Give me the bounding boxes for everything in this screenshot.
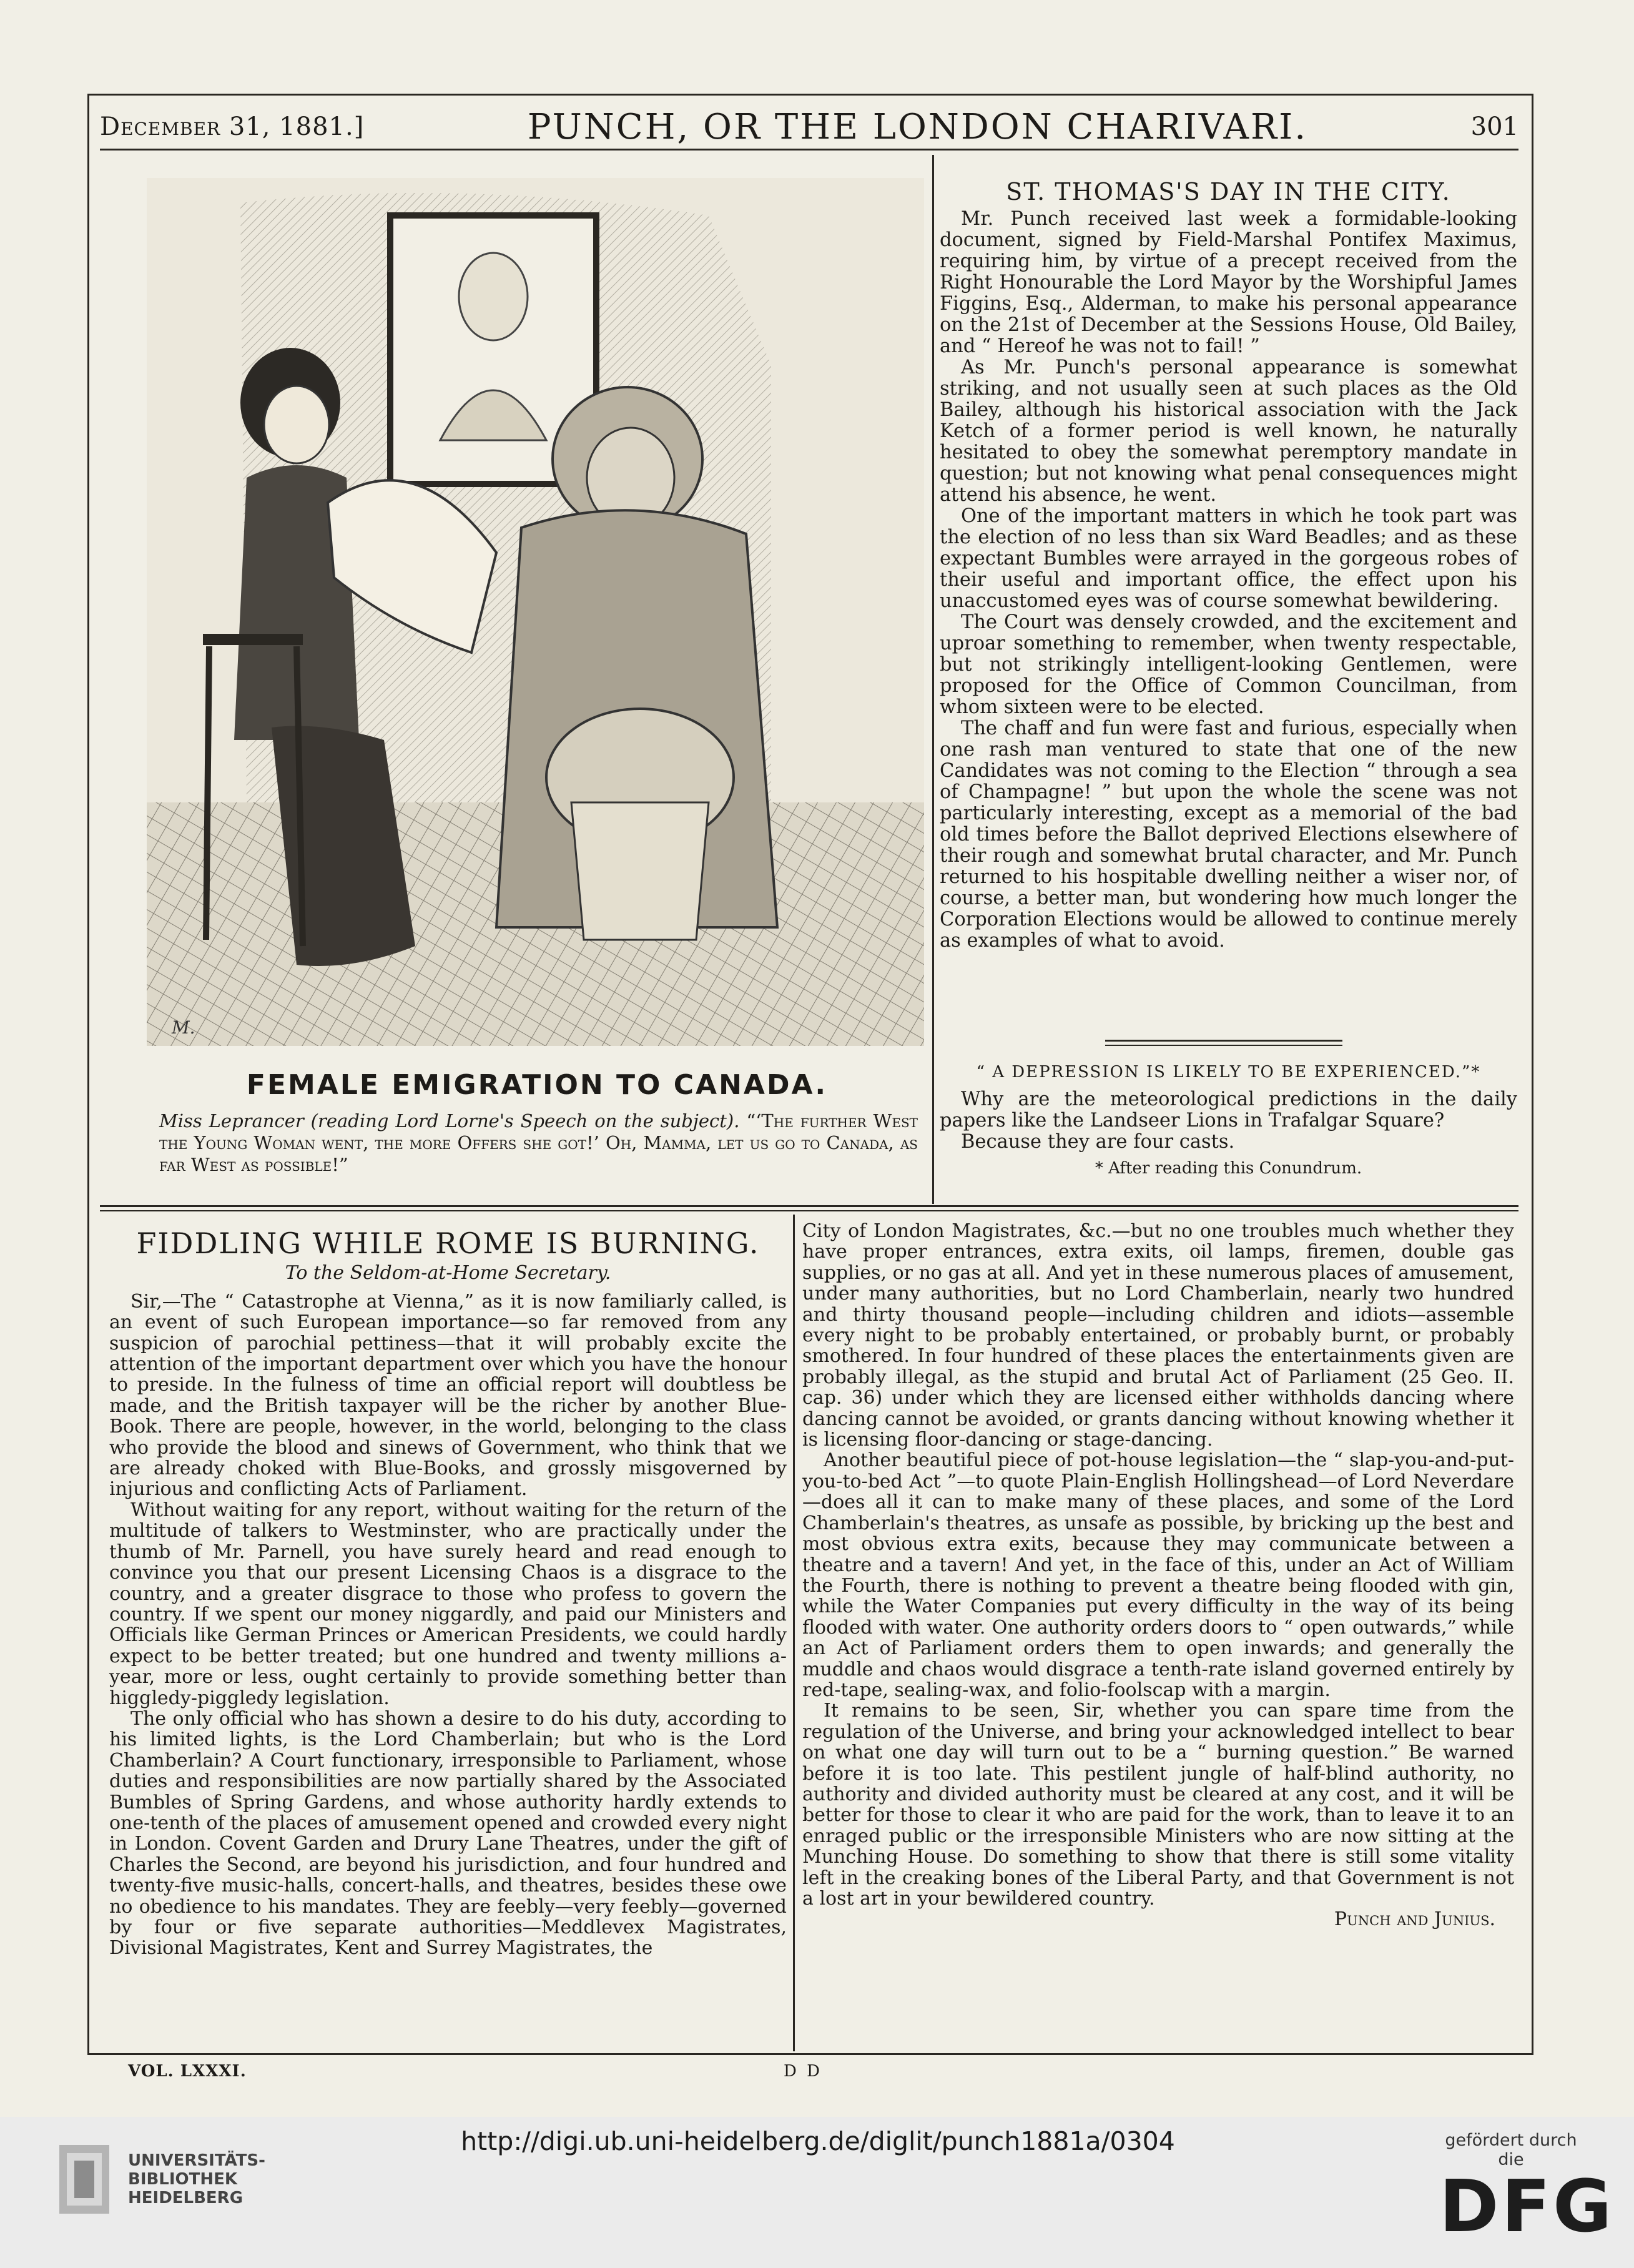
section-rule (1105, 1045, 1342, 1046)
article-paragraph: Why are the meteorological predictions in the daily papers like the Landseer Lions in Trafalgar Square? (940, 1088, 1517, 1132)
article-paragraph: The chaff and fun were fast and furious, especially when one rash man ventured to state that one of the new Candidates was not coming to the Election “ through a sea of Champagne! ” but upon the whole the scene was not particularly interesting, except as a memorial of the bad old times before the Ballot deprived Elections elsewhere of their rough and somewhat brutal character, and Mr. Punch returned to his hospitable dwelling neither a wiser nor, of course, a better man, but wondering how much longer the Corporation Elections would be allowed to continue merely as examples of what to avoid. (940, 717, 1517, 952)
article-paragraph: Without waiting for any report, without waiting for the return of the multitude of talkers to Westminster, who are practically under the thumb of Mr. Parnell, you have surely heard and read enough to convince you that our present Licensing Chaos is a disgrace to the country, and a greater disgrace to those who profess to govern the country. If we spent our money niggardly, and paid our Ministers and Officials like German Princes or American Presidents, we could hardly expect to be better treated; but one hundred and twenty millions a-year, more or less, ought certainly to provide something better than higgledy-piggledy legislation. (109, 1499, 787, 1709)
fiddling-article-right (802, 1221, 1514, 1930)
engraving-image (147, 178, 924, 1046)
article-paragraph: The only official who has shown a desire to do his duty, according to his limited lights, is the Lord Chamberlain; but who is the Lord Chamberlain? A Court functionary, irresponsible to Parliament, whose duties and responsibilities are now partially shared by the Associated Bumbles of Spring Gardens, and whose authority hardly extends to one-tenth of the places of amusement opened and crowded every night in London. Covent Garden and Drury Lane Theatres, under the gift of Charles the Second, are beyond his jurisdiction, and four hundred and twenty-five music-halls, concert-halls, and theatres, besides these owe no obedience to his mandates. They are feebly—very feebly—governed by four or five separate authorities—Meddlevex Magistrates, Divisional Magistrates, Kent and Surrey Magistrates, the (109, 1707, 787, 1960)
article-paragraph: As Mr. Punch's personal appearance is somewhat striking, and not usually seen at such places as the Old Bailey, although his historical association with the Jack Ketch of a former period is well known, he naturally hesitated to obey the somewhat peremptory mandate in question; but not knowing what penal consequences might attend his absence, he went. (940, 357, 1517, 506)
source-url[interactable]: http://digi.ub.uni-heidelberg.de/diglit/punch1881a/0304 (461, 2126, 1175, 2156)
footnote: * After reading this Conundrum. (1095, 1159, 1362, 1178)
university-name-line: UNIVERSITÄTS- (128, 2151, 265, 2170)
university-name-line: HEIDELBERG (128, 2189, 244, 2207)
university-logo (53, 2142, 265, 2217)
university-seal-icon (53, 2142, 116, 2217)
dfg-logo: DFG (1439, 2165, 1615, 2249)
article-title: “ A DEPRESSION IS LIKELY TO BE EXPERIENCED.”* (976, 1063, 1481, 1082)
fiddling-article-left (109, 1226, 787, 1960)
article-paragraph: One of the important matters in which he took part was the election of no less than six Ward Beadles; and as these expectant Bumbles were arrayed in the gorgeous robes of their useful and important office, the effect upon his unaccustomed eyes was of course somewhat bewildering. (940, 505, 1517, 612)
article-subtitle: To the Seldom-at-Home Secretary. (285, 1262, 611, 1284)
article-paragraph: Sir,—The “ Catastrophe at Vienna,” as it is now familiarly called, is an event of such European importance—so far removed from any suspicion of parochial pettiness—that it will probably excite the attention of the important department over which you have the honour to preside. In the fulness of time an official report will doubtless be made, and the British taxpayer will be the richer by another Blue-Book. There are people, however, in the world, belonging to the class who provide the blood and sinews of Government, who think that we are already choked with Blue-Books, and grossly misgoverned by injurious and conflicting Acts of Parliament. (109, 1290, 787, 1501)
article-paragraph: City of London Magistrates, &c.—but no one troubles much whether they have proper entrances, extra exits, oil lamps, firemen, double gas supplies, or no gas at all. And yet in these numerous places of amusement, under many authorities, but no Lord Chamberlain, nearly two hundred and thirty thousand people—including children and idiots—assemble every night to be probably entertained, or probably burnt, or probably smothered. In four hundred of these places the entertainments given are probably illegal, as the stupid and brutal Act of Parliament (25 Geo. II. cap. 36) under which they are licensed either withholds dancing where dancing cannot be avoided, or grants dancing without knowing whether it is licensing floor-dancing or stage-dancing. (802, 1220, 1514, 1451)
article-paragraph: Because they are four casts. (961, 1131, 1235, 1153)
cartoon-title: FEMALE EMIGRATION TO CANADA. (246, 1069, 828, 1101)
issue-date: December 31, 1881.] (100, 112, 365, 141)
section-rule (1105, 1040, 1342, 1042)
column-divider-top (932, 155, 934, 1204)
article-paragraph: Another beautiful piece of pot-house legislation—the “ slap-you-and-put-you-to-bed Act ”—to quote Plain-English Hollingshead—of Lord Neverdare—does all it can to make many of these places, and some of the Lord Chamberlain's theatres, as unsafe as possible, by bricking up the best and most obvious extra exits, because they may communicate between a theatre and a tavern! And yet, in the face of this, under an Act of William the Fourth, there is nothing to prevent a theatre being flooded with gin, while the Water Companies put every difficulty in the way of its being flooded with water. One authority orders doors to “ open outwards,” while an Act of Parliament orders them to open inwards; and generally the muddle and chaos would disgrace a tenth-rate island governed entirely by red-tape, sealing-wax, and folio-foolscap with a margin. (802, 1449, 1514, 1701)
cartoon-caption (159, 1110, 918, 1176)
funder-logo (1439, 2131, 1615, 2249)
signature-mark: D D (784, 2062, 822, 2081)
university-name (128, 2151, 265, 2207)
article-title: FIDDLING WHILE ROME IS BURNING. (136, 1226, 760, 1260)
page-number: 301 (1470, 112, 1518, 141)
signature: Punch and Junius. (1334, 1908, 1495, 1931)
st-thomas-article (940, 178, 1517, 952)
volume-number: VOL. LXXXI. (128, 2062, 247, 2081)
article-paragraph: Mr. Punch received last week a formidable-looking document, signed by Field-Marshal Pontifex Maximus, requiring him, by virtue of a precept received from the Right Honourable the Lord Mayor by the Worshipful James Figgins, Esq., Alderman, to make his personal appearance on the 21st of December at the Sessions House, Old Bailey, and “ Hereof he was not to fail! ” (940, 208, 1517, 357)
page-header (100, 105, 1518, 150)
article-title: ST. THOMAS'S DAY IN THE CITY. (1006, 178, 1451, 205)
university-name-line: BIBLIOTHEK (128, 2170, 238, 2189)
horizontal-divider (100, 1205, 1518, 1207)
caption-quote: “‘The further West the Young Woman went, the more Offers she got!’ Oh, Mamma, let us go to Canada, as far West as possible!” (159, 1110, 918, 1175)
funding-note: gefördert durch die (1445, 2131, 1577, 2169)
depression-article (940, 1062, 1517, 1179)
masthead: PUNCH, OR THE LONDON CHARIVARI. (527, 106, 1308, 147)
horizontal-divider (100, 1210, 1518, 1211)
column-divider-bottom (793, 1215, 795, 2051)
article-paragraph: The Court was densely crowded, and the excitement and uproar something to remember, when twenty respectable, but not strikingly intelligent-looking Gentlemen, were proposed for the Office of Common Councilman, from whom sixteen were to be elected. (940, 611, 1517, 718)
caption-speaker: Miss Leprancer (reading Lord Lorne's Speech on the subject). (159, 1110, 740, 1132)
cartoon-illustration (147, 178, 924, 1046)
article-paragraph: It remains to be seen, Sir, whether you can spare time from the regulation of the Universe, and bring your acknowledged intellect to bear on what one day will turn out to be a “ burning question.” Be warned before it is too late. This pestilent jungle of half-blind authority, no authority and divided authority must be cleared at any cost, and it will be better for those to clear it who are paid for the work, than to leave it to an enraged public or the irresponsible Ministers who are now sitting at the Munching House. Do something to show that there is still some vitality left in the creaking bones of the Liberal Party, and that Government is not a lost art in your bewildered country. (802, 1700, 1514, 1910)
svg-text:M.: M. (172, 1017, 195, 1038)
